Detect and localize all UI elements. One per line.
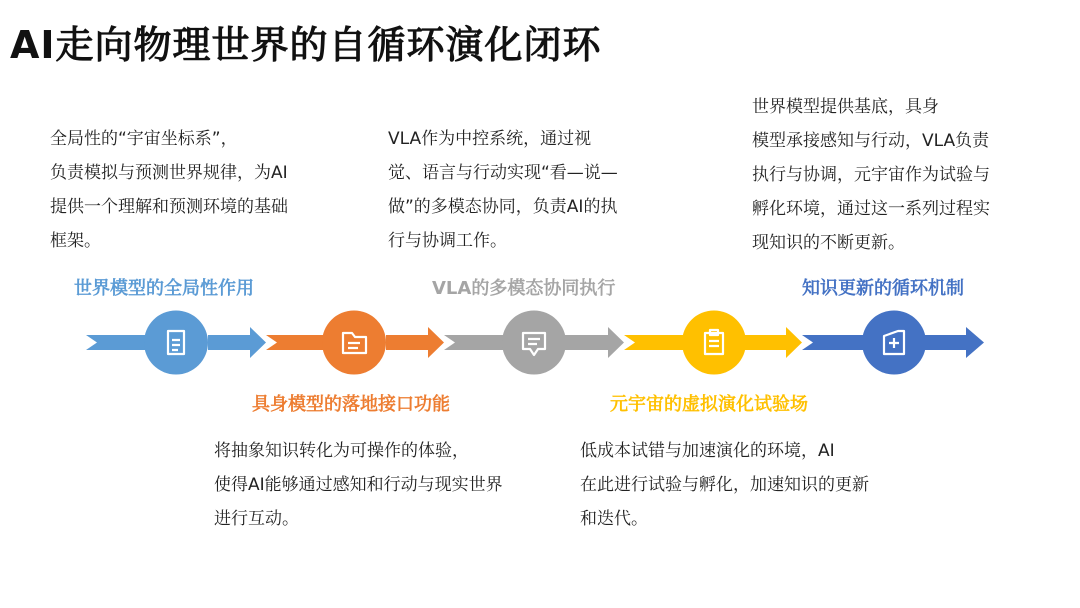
stage-2-label: 具身模型的落地接口功能 <box>252 394 450 415</box>
stage-5-label: 知识更新的循环机制 <box>802 278 964 299</box>
stage-1-flow <box>86 311 266 375</box>
stage-2-flow <box>266 311 444 375</box>
stage-1-arrow-tail <box>86 335 150 350</box>
stage-3-circle <box>502 311 566 375</box>
stage-3-flow <box>444 311 624 375</box>
stage-4-arrow-head <box>744 327 802 358</box>
stage-5-arrow-tail <box>802 335 866 350</box>
stage-5-arrow-head <box>922 327 984 358</box>
stage-2-arrow-head <box>386 327 444 358</box>
stage-4-label: 元宇宙的虚拟演化试验场 <box>610 394 808 415</box>
stage-5-description: 世界模型提供基底，具身 模型承接感知与行动，VLA负责 执行与协调，元宇宙作为试验与 孵化环境，通过这一系列过程实 现知识的不断更新。 <box>752 97 990 253</box>
stage-1-arrow-head <box>208 327 266 358</box>
stage-2-description: 将抽象知识转化为可操作的体验， 使得AI能够通过感知和行动与现实世界 进行互动。 <box>214 441 503 529</box>
stage-4-description: 低成本试错与加速演化的环境，AI 在此进行试验与孵化，加速知识的更新 和迭代。 <box>580 441 869 529</box>
stage-3-arrow-tail <box>444 335 508 350</box>
stage-4-arrow-tail <box>624 335 688 350</box>
stage-3-label: VLA的多模态协同执行 <box>432 278 616 299</box>
page-title: AI走向物理世界的自循环演化闭环 <box>10 23 602 67</box>
stage-1-description: 全局性的“宇宙坐标系”， 负责模拟与预测世界规律，为AI 提供一个理解和预测环境的基础 框架。 <box>50 129 288 251</box>
stage-2-arrow-tail <box>266 335 328 350</box>
stage-3-description: VLA作为中控系统，通过视 觉、语言与行动实现“看—说— 做”的多模态协同，负责AI的执 行与协调工作。 <box>388 129 618 251</box>
stage-1-label: 世界模型的全局性作用 <box>74 278 254 299</box>
stage-4-circle <box>682 311 746 375</box>
stage-4-flow <box>624 311 802 375</box>
stage-5-flow <box>802 311 984 375</box>
stage-3-arrow-head <box>564 327 624 358</box>
stage-1-circle <box>144 311 208 375</box>
